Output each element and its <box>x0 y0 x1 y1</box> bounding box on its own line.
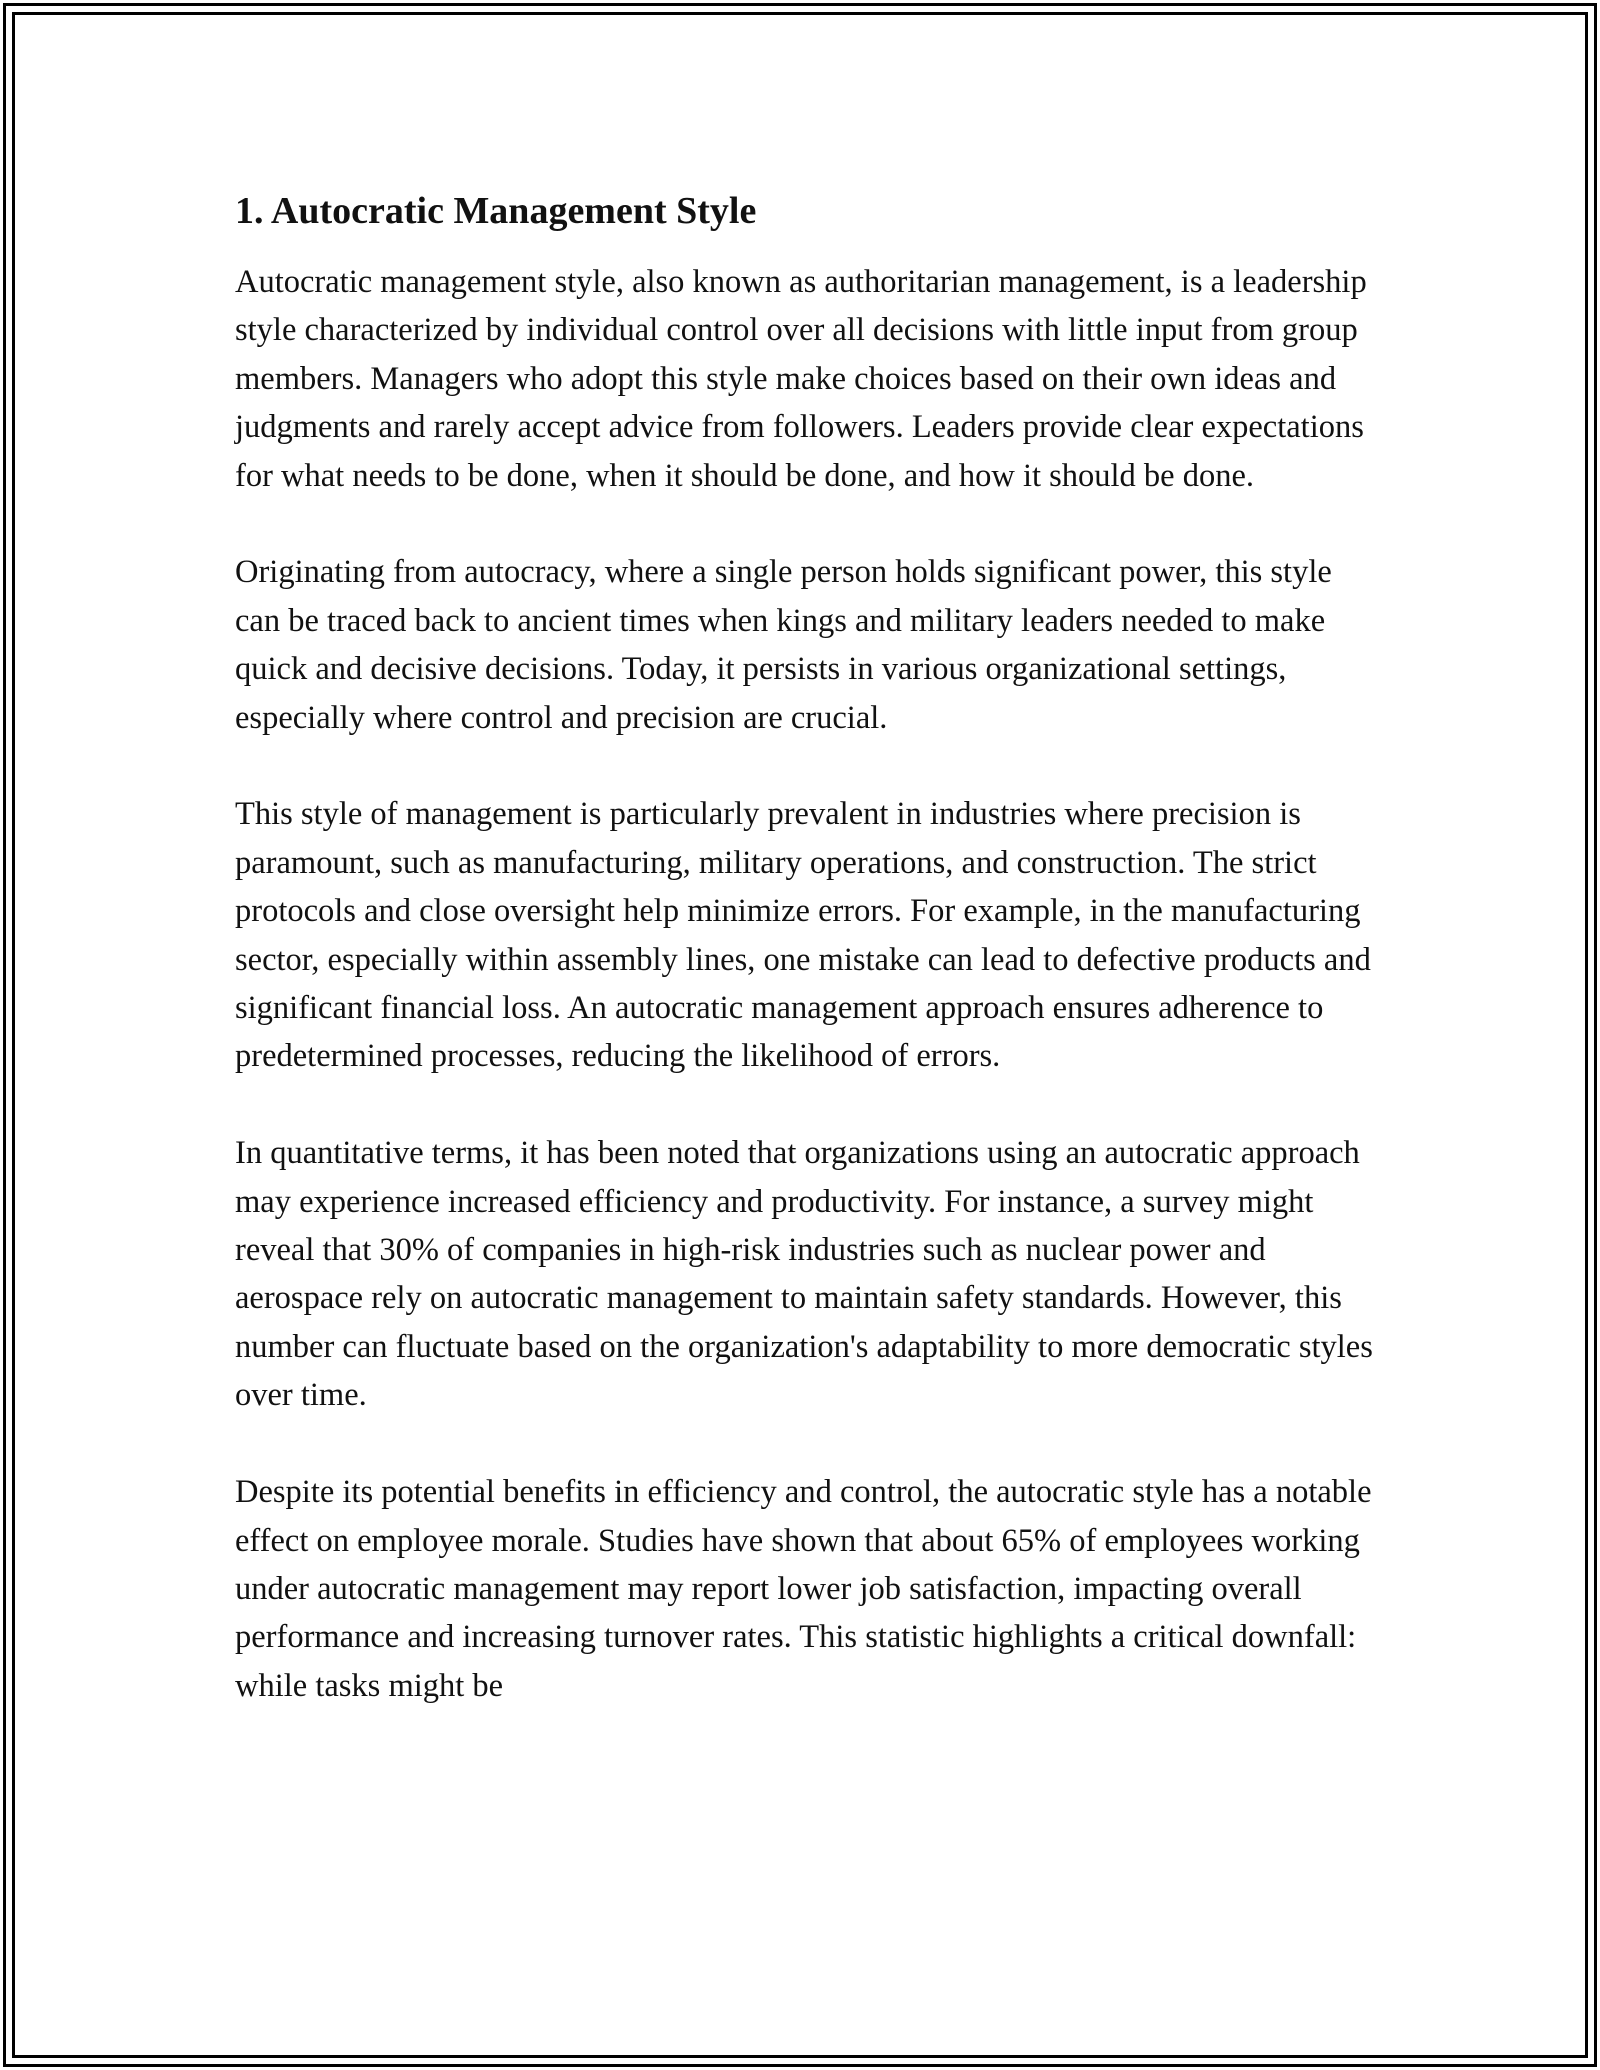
paragraph-quantitative: In quantitative terms, it has been noted that organizations using an autocratic approach may experience increased efficiency and productivity. For instance, a survey might reveal that 30% of companies in high-risk industries such as nuclear power and aerospace rely on autocratic management to maintain safety standards. However, this number can fluctuate based on the organization's adaptability to more democratic styles over time. <box>235 1135 1373 1414</box>
paragraph-industries: This style of management is particularly prevalent in industries where precision is paramount, such as manufacturing, military operations, and construction. The strict protocols and close oversight help minimize errors. For example, in the manufacturing sector, especially within assembly lines, one mistake can lead to defective products and significant financial loss. An autocratic management approach ensures adherence to predetermined processes, reducing the likelihood of errors. <box>235 796 1371 1075</box>
section-heading: 1. Autocratic Management Style <box>235 190 757 232</box>
paragraph-definition: Autocratic management style, also known as authoritarian management, is a leadership style characterized by individual control over all decisions with little input from group members. Managers who adopt this style make choices based on their own ideas and judgments and rarely accept advice from followers. Leaders provide clear expectations for what needs to be done, when it should be done, and how it should be done. <box>235 264 1367 494</box>
document-body <box>235 186 1385 1759</box>
paragraph-morale: Despite its potential benefits in efficiency and control, the autocratic style has a notable effect on employee morale. Studies have shown that about 65% of employees working under autocratic management may report lower job satisfaction, impacting overall performance and increasing turnover rates. This statistic highlights a critical downfall: while tasks might be <box>235 1474 1372 1704</box>
paragraph-origins: Originating from autocracy, where a single person holds significant power, this style can be traced back to ancient times when kings and military leaders needed to make quick and decisive decisions. Today, it persists in various organizational settings, especially where control and precision are crucial. <box>235 554 1332 736</box>
